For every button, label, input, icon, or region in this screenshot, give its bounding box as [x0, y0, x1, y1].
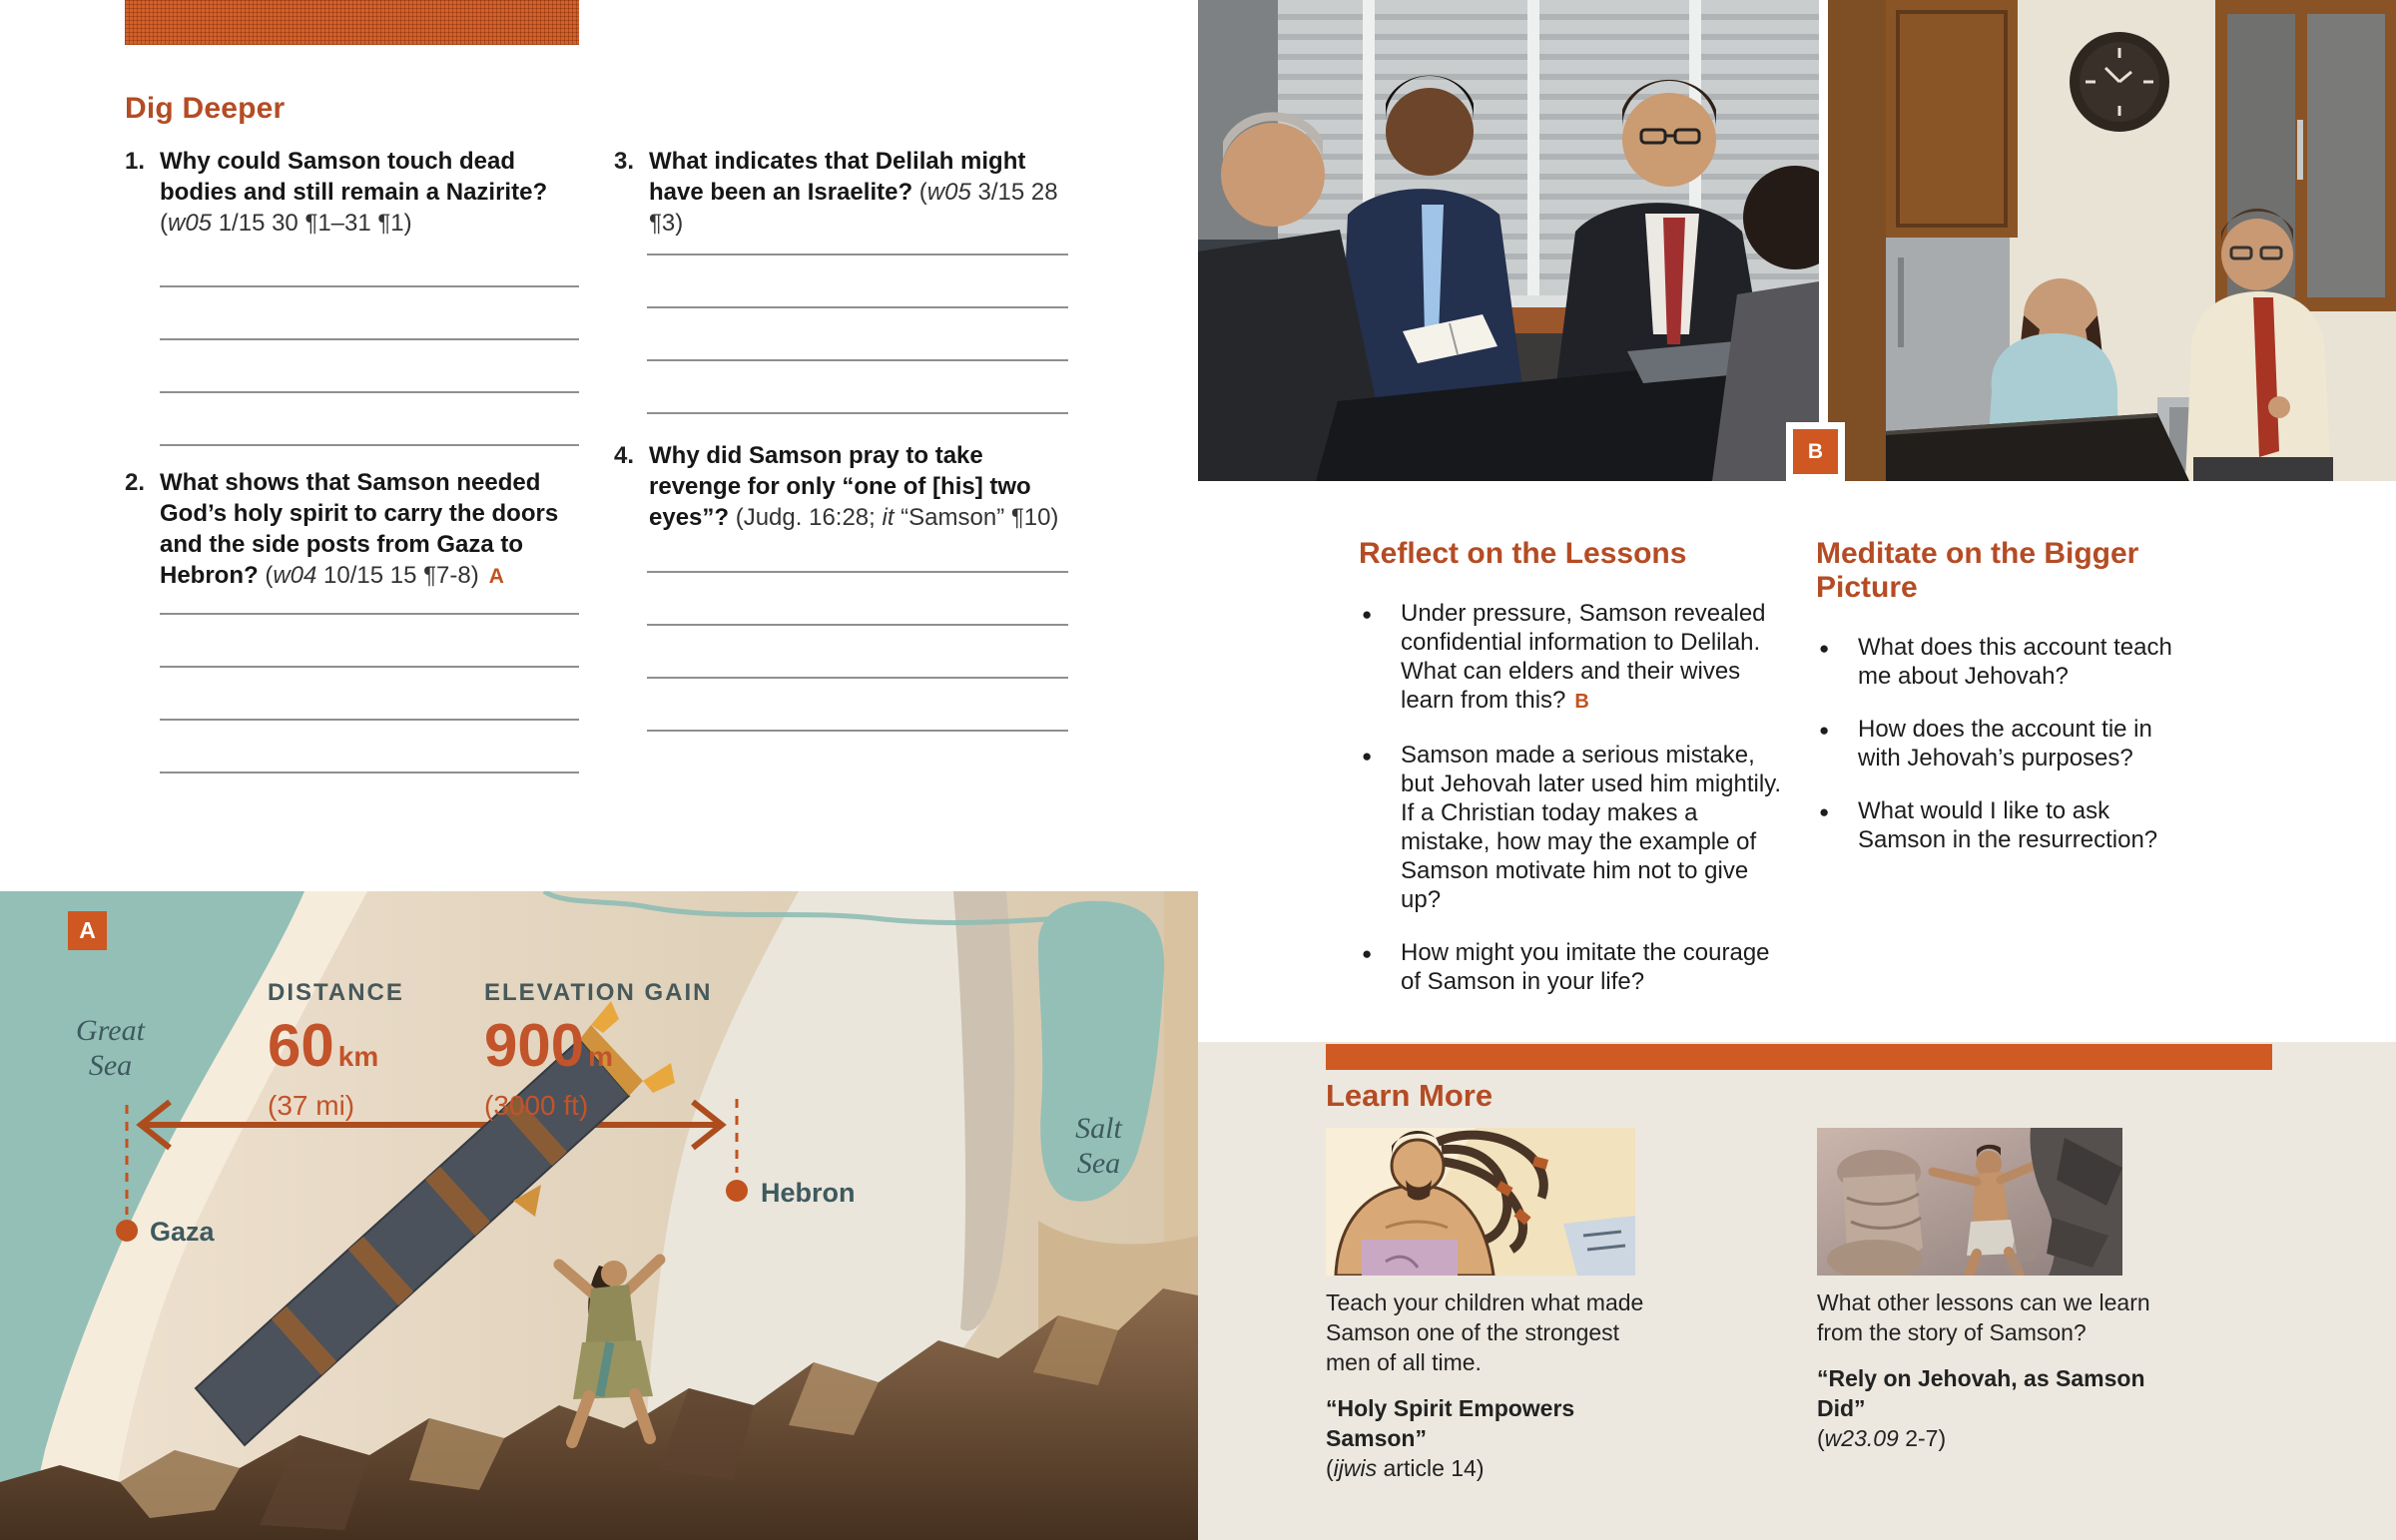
samson-loincloth	[1362, 1240, 1458, 1276]
answer-line	[160, 391, 579, 393]
wood-column	[1828, 0, 1886, 481]
elders-meeting-photo	[1198, 0, 1819, 481]
answer-line	[647, 677, 1068, 679]
question-text: Why did Samson pray to take revenge for only “one of [his] two eyes”? (Judg. 16:28; it “Samson” ¶10)	[649, 442, 1059, 531]
couple-kitchen-photo	[1828, 0, 2396, 481]
photo-pair	[1198, 0, 2396, 481]
reflect-section	[1359, 537, 1788, 1020]
upper-cabinet	[1886, 0, 2018, 238]
orange-fabric-banner	[125, 0, 579, 45]
learn-more-card-2	[1817, 1287, 2161, 1453]
answer-lines-q1	[160, 285, 579, 446]
answer-line	[160, 719, 579, 721]
elevation-stat	[484, 979, 712, 1122]
learn-more-panel	[1198, 1042, 2396, 1540]
question-3	[614, 146, 1068, 240]
answer-line	[160, 338, 579, 340]
card-title: “Rely on Jehovah, as Samson Did”	[1817, 1365, 2145, 1421]
list-item: ● How might you imitate the courage of Samson in your life?	[1359, 938, 1788, 996]
learn-more-title: Learn More	[1326, 1078, 1494, 1113]
answer-lines-q3	[647, 254, 1068, 414]
answer-line	[647, 254, 1068, 256]
card-reference: (ijwis article 14)	[1326, 1455, 1485, 1481]
samson-pillars-thumbnail	[1817, 1128, 2122, 1276]
list-item: ● Samson made a serious mistake, but Jehovah later used him mightily. If a Christian today makes a mistake, how may the example of Samson motivate him not to give up?	[1359, 741, 1788, 914]
answer-line	[160, 285, 579, 287]
elevation-alt-units: (3000 ft)	[484, 1090, 589, 1121]
gaza-dot	[116, 1220, 138, 1242]
question-text: What shows that Samson needed God’s holy spirit to carry the doors and the side posts from Gaza to Hebron? (w04 10/15 15 ¶7-8) A	[160, 469, 559, 589]
reflect-list	[1359, 599, 1788, 996]
question-number: 1.	[125, 148, 146, 175]
answer-line	[647, 571, 1068, 573]
reflect-title: Reflect on the Lessons	[1359, 537, 1687, 570]
question-2	[125, 467, 579, 592]
samson-face	[1392, 1140, 1444, 1192]
card-description: What other lessons can we learn from the story of Samson?	[1817, 1289, 2150, 1345]
map-reference-letter-a: A	[488, 565, 504, 588]
answer-line	[647, 624, 1068, 626]
elevation-value: 900 m	[484, 1012, 614, 1079]
wall-clock	[2070, 32, 2169, 132]
elevation-label: ELEVATION GAIN	[484, 979, 713, 1006]
question-number: 3.	[614, 148, 635, 175]
answer-line	[647, 359, 1068, 361]
answer-line	[647, 730, 1068, 732]
answer-line	[160, 444, 579, 446]
list-item: ● What would I like to ask Samson in the resurrection?	[1816, 796, 2183, 854]
gaza-hebron-map-illustration	[0, 891, 1198, 1540]
answer-line	[160, 771, 579, 773]
card-description: Teach your children what made Samson one of the strongest men of all time.	[1326, 1289, 1644, 1375]
distance-value: 60 km	[268, 1012, 379, 1079]
orange-divider-bar	[1326, 1044, 2272, 1070]
map-marker-a-badge: A	[68, 911, 107, 950]
question-number: 2.	[125, 469, 146, 496]
list-item: ● How does the account tie in with Jehovah’s purposes?	[1816, 715, 2183, 772]
distance-label: DISTANCE	[268, 979, 404, 1006]
samson-comic-thumbnail	[1326, 1128, 1635, 1276]
question-number: 4.	[614, 442, 635, 469]
great-sea-label: Great Sea	[76, 1014, 145, 1082]
list-item: ● What does this account teach me about Jehovah?	[1816, 633, 2183, 691]
question-text: Why could Samson touch dead bodies and still remain a Nazirite? (w05 1/15 30 ¶1–31 ¶1)	[160, 148, 548, 237]
card-title: “Holy Spirit Empowers Samson”	[1326, 1395, 1575, 1451]
photo-reference-letter-b: B	[1574, 691, 1589, 713]
hebron-dot	[726, 1180, 748, 1202]
dig-deeper-title: Dig Deeper	[125, 92, 286, 125]
question-1	[125, 146, 579, 240]
meditate-list	[1816, 633, 2183, 854]
answer-line	[647, 306, 1068, 308]
photo-marker-frame	[1786, 422, 1845, 481]
gaza-city-label: Gaza	[150, 1217, 215, 1247]
answer-lines-q4	[647, 571, 1068, 732]
answer-lines-q2	[160, 613, 579, 773]
question-4	[614, 440, 1068, 534]
answer-line	[647, 412, 1068, 414]
samson-head	[601, 1261, 627, 1286]
meditate-title: Meditate on the Bigger Picture	[1816, 537, 2139, 604]
photo-marker-b-badge: B	[1793, 429, 1838, 474]
question-text: What indicates that Delilah might have been an Israelite? (w05 3/15 28 ¶3)	[649, 148, 1058, 237]
meditate-section	[1816, 537, 2183, 878]
distance-alt-units: (37 mi)	[268, 1090, 355, 1121]
card-reference: (w23.09 2-7)	[1817, 1425, 1947, 1451]
list-item: ● Under pressure, Samson revealed confidential information to Delilah. What can elders and their wives learn from this? B	[1359, 599, 1788, 717]
samson-tunic	[585, 1284, 637, 1349]
answer-line	[160, 613, 579, 615]
learn-more-card-1	[1326, 1287, 1670, 1483]
hebron-city-label: Hebron	[761, 1178, 856, 1208]
answer-line	[160, 666, 579, 668]
distance-stat	[268, 979, 404, 1122]
salt-sea-label: Salt Sea	[1075, 1112, 1122, 1180]
